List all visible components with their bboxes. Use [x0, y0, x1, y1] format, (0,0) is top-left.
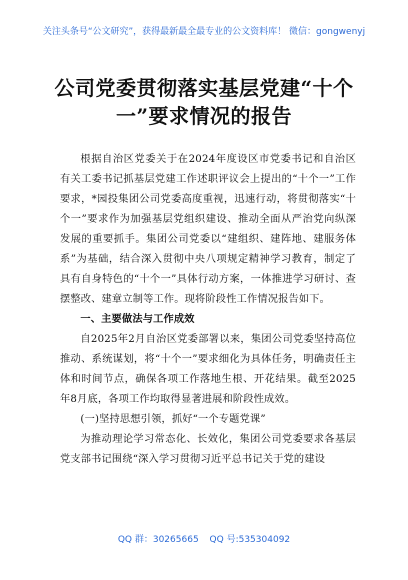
footer-contact: [0, 532, 408, 545]
qq-number: QQ 号:535304092: [209, 535, 291, 545]
paragraph-lecture: 为推动理论学习常态化、长效化，集团公司党委要求各基层党支部书记围绕“深入学习贯彻习近平总书记关于党的建设: [60, 434, 356, 465]
qq-group: QQ 群：30265665: [117, 535, 199, 545]
paragraph-intro: 根据自治区党委关于在2024年度设区市党委书记和自治区有关工委书记抓基层党建工作述职评议会上提出的“十个一”工作要求，*园投集团公司党委高度重视，迅速行动，将贯彻落实“十个一”要求作为加强基层党组织建设、推动全面从严治党向纵深发展的重要抓手。集团公司党委以“建组织、建阵地、建服务体系”为基础，结合深入贯彻中央八项规定精神学习教育，制定了具有自身特色的“十个一”具体行动方案，一体推进学习研讨、查摆整改、建章立制等工作。现将阶段性工作情况报告如下。: [60, 154, 356, 305]
document-title: 公司党委贯彻落实基层党建“十个一”要求情况的报告: [54, 76, 354, 128]
section-heading: 一、主要做法与工作成效: [80, 314, 195, 325]
document-body: [60, 150, 356, 470]
paragraph-practices: 自2025年2月自治区党委部署以来，集团公司党委坚持高位推动、系统谋划，将“十个一”要求细化为具体任务，明确责任主体和时间节点，确保各项工作落地生根、开花结果。截至2025年8月底，各项工作均取得显著进展和阶段性成效。: [60, 334, 356, 405]
header-note: 关注头条号“公文研究”，获得最新最全最专业的公文资料库！ 微信：gongwenyj: [42, 27, 366, 37]
subsection-heading: (一)坚持思想引领，抓好“一个专题党课”: [80, 414, 266, 425]
